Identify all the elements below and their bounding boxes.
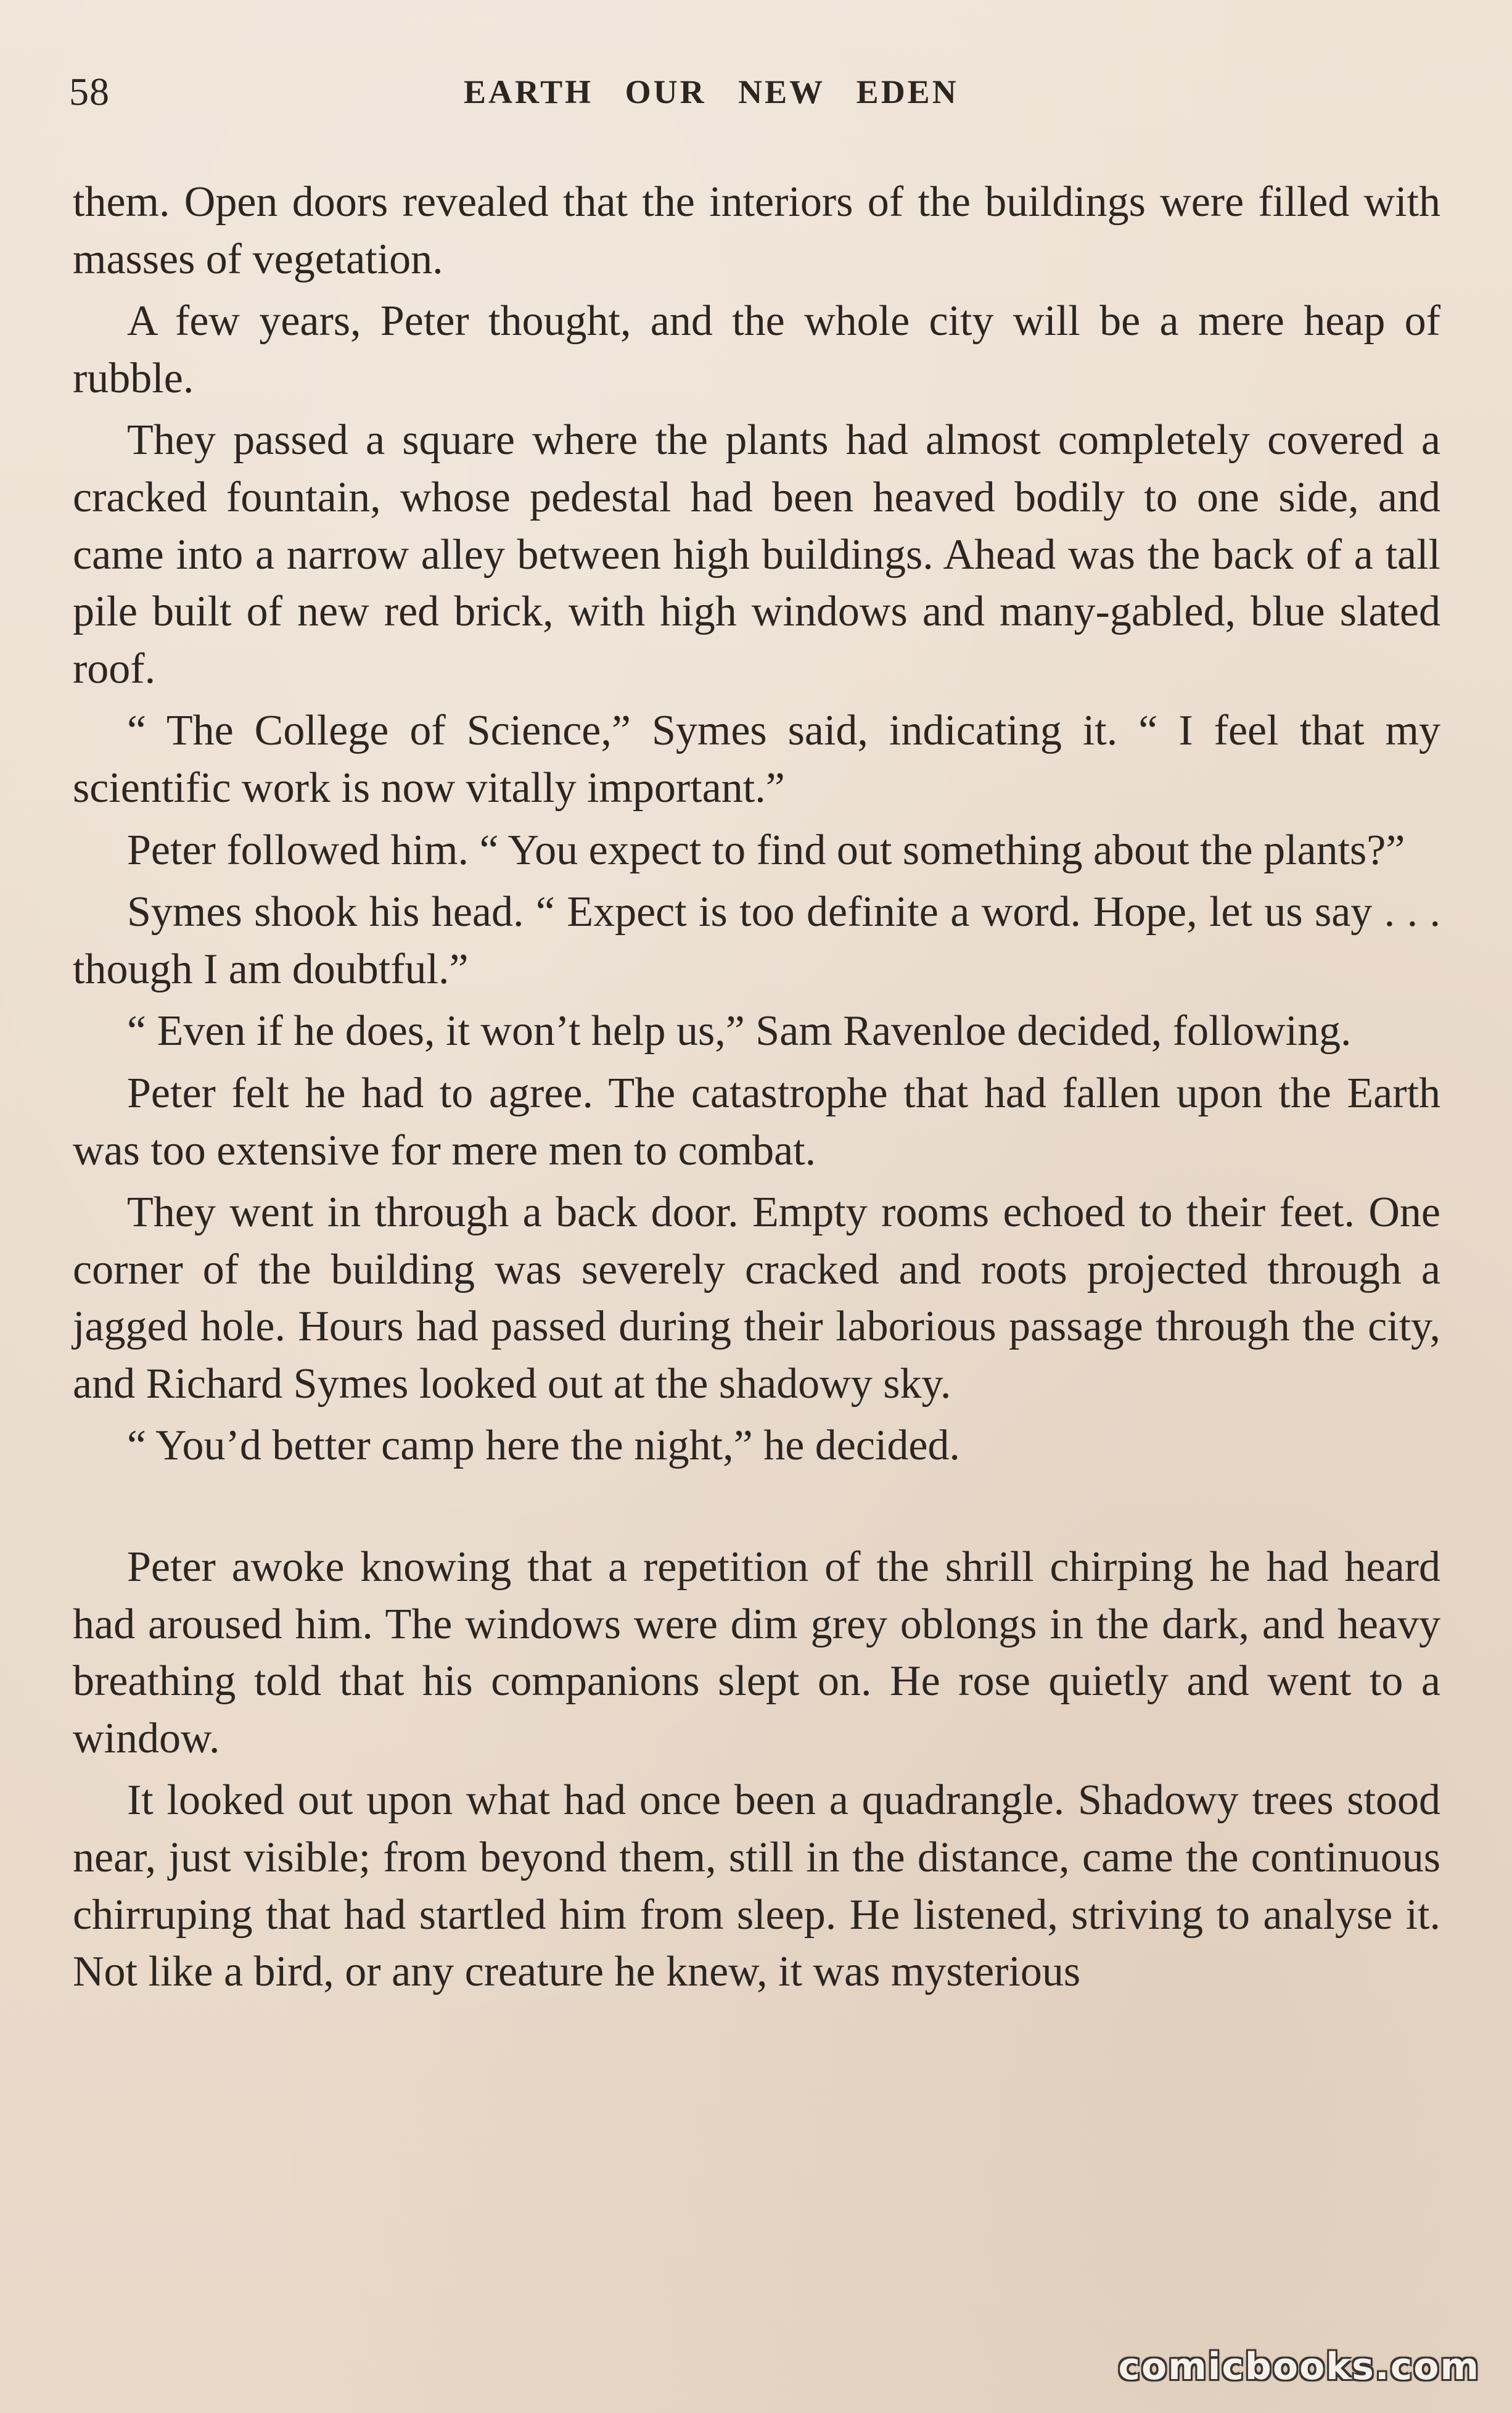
watermark: comicbooks.com	[1118, 2345, 1480, 2388]
paragraph: Peter followed him. “ You expect to find out something about the plants?”	[127, 826, 1405, 874]
running-head	[69, 64, 1450, 120]
book-title: EARTH OUR NEW EDEN	[464, 73, 959, 110]
paragraph: them. Open doors revealed that the interiors of the buildings were filled with masses of vegetation.	[73, 178, 1440, 283]
paragraph: They passed a square where the plants had almost completely covered a cracked fountain, whose pedestal had been heaved bodily to one side, and came into a narrow alley between high buildings. Ahead was the back of a tall pile built of new red brick, with high windows and many-gabled, blue slated roof.	[73, 416, 1440, 693]
paragraph: A few years, Peter thought, and the whole city will be a mere heap of rubble.	[73, 297, 1440, 402]
paragraph: Peter felt he had to agree. The catastrophe that had fallen upon the Earth was too extensive for mere men to combat.	[73, 1069, 1440, 1174]
paragraph: Peter awoke knowing that a repetition of the shrill chirping he had heard had aroused him. The windows were dim grey oblongs in the dark, and heavy breathing told that his companions slept on. He rose quietly and went to a window.	[73, 1543, 1440, 1762]
page-number: 58	[69, 70, 110, 113]
paragraph: Symes shook his head. “ Expect is too definite a word. Hope, let us say . . . though I am doubtful.”	[73, 888, 1440, 993]
section-break	[73, 1480, 1440, 1539]
paragraph: “ The College of Science,” Symes said, indicating it. “ I feel that my scientific work is now vitally important.”	[73, 707, 1440, 812]
body-text	[73, 174, 1440, 2006]
paragraph: They went in through a back door. Empty rooms echoed to their feet. One corner of the building was severely cracked and roots projected through a jagged hole. Hours had passed during their laborious passage through the city, and Richard Symes looked out at the shadowy sky.	[73, 1189, 1440, 1408]
paragraph: It looked out upon what had once been a quadrangle. Shadowy trees stood near, just visible; from beyond them, still in the distance, came the continuous chirruping that had startled him from sleep. He listened, striving to analyse it. Not like a bird, or any creature he knew, it was mysterious	[73, 1776, 1440, 1996]
paragraph: “ You’d better camp here the night,” he decided.	[127, 1422, 960, 1470]
paragraph: “ Even if he does, it won’t help us,” Sam Ravenloe decided, following.	[127, 1007, 1352, 1055]
